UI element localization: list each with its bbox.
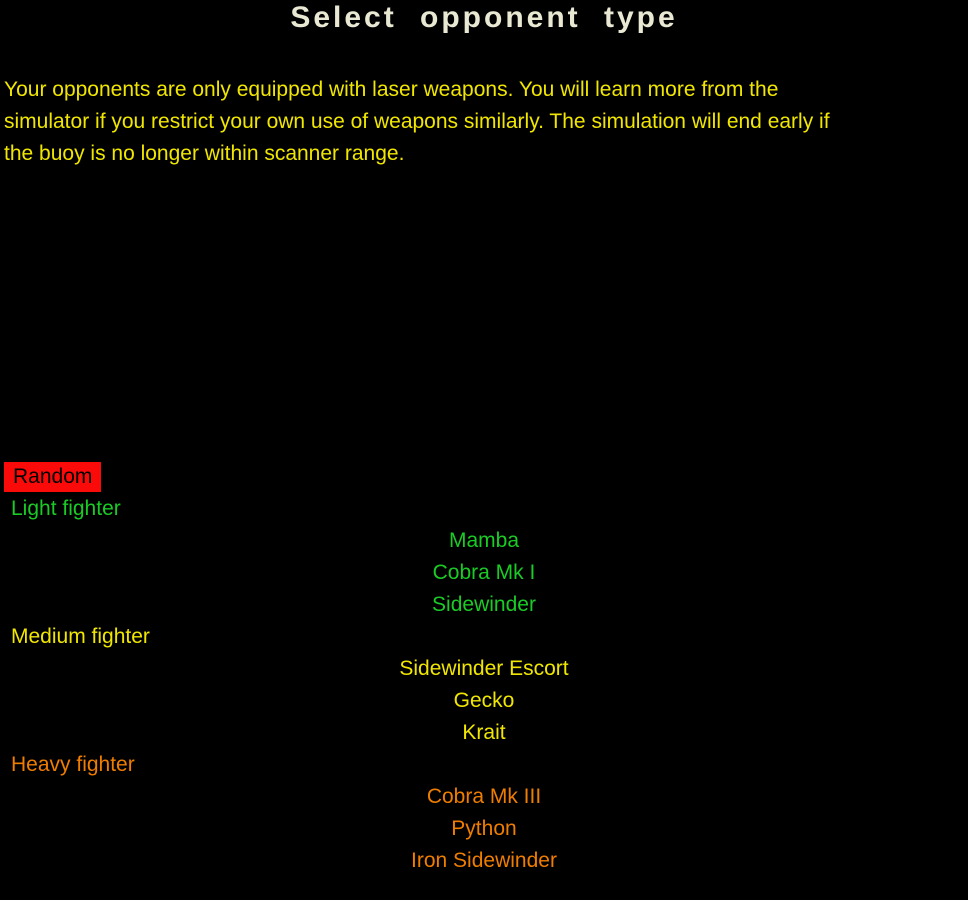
page-title: Select opponent type (290, 1, 678, 34)
menu-item-sidewinder[interactable]: Sidewinder (432, 593, 536, 616)
menu-item-python[interactable]: Python (451, 817, 517, 840)
description-line-3: the buoy is no longer within scanner range. (4, 142, 405, 165)
opponent-menu (0, 461, 968, 877)
menu-item-cobra-mk-iii[interactable]: Cobra Mk III (426, 785, 542, 808)
selection-highlight[interactable]: Random (4, 462, 101, 492)
menu-item-cobra-mk-i[interactable]: Cobra Mk I (432, 561, 536, 584)
mission-description (4, 74, 964, 170)
description-line-1: Your opponents are only equipped with laser weapons. You will learn more from the (4, 78, 779, 101)
menu-item-random[interactable] (0, 461, 968, 493)
menu-item-iron-sidewinder[interactable]: Iron Sidewinder (411, 849, 557, 872)
menu-item-light-fighter[interactable]: Light fighter (11, 497, 121, 520)
description-line-2: simulator if you restrict your own use of weapons similarly. The simulation will end early if (4, 110, 830, 133)
menu-item-gecko[interactable]: Gecko (453, 689, 515, 712)
menu-item-krait[interactable]: Krait (462, 721, 506, 744)
menu-item-sidewinder-escort[interactable]: Sidewinder Escort (399, 657, 569, 680)
menu-item-mamba[interactable]: Mamba (448, 529, 520, 552)
menu-item-heavy-fighter[interactable]: Heavy fighter (11, 753, 135, 776)
menu-item-medium-fighter[interactable]: Medium fighter (11, 625, 150, 648)
